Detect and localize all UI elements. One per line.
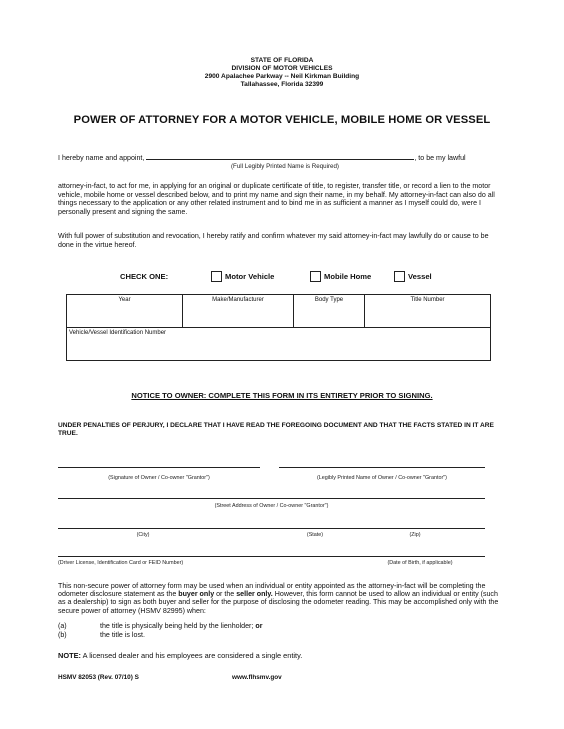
buyer-only: buyer only	[178, 590, 215, 599]
motor-vehicle-checkbox[interactable]	[211, 271, 222, 282]
website: www.flhsmv.gov	[232, 674, 282, 681]
condition-a-text: the title is physically being held by the lienholder;	[100, 622, 256, 630]
street-address-line[interactable]	[58, 498, 485, 499]
appoint-prefix: I hereby name and appoint,	[58, 154, 145, 162]
attorney-name-field[interactable]	[146, 152, 414, 160]
city-state-zip-line[interactable]	[58, 528, 485, 529]
vessel-checkbox[interactable]	[394, 271, 405, 282]
odometer-disclosure	[58, 582, 502, 615]
form-number: HSMV 82053 (Rev. 07/10) S	[58, 674, 139, 681]
year-cell[interactable]: Year	[67, 295, 183, 328]
dob-caption: (Date of Birth, if applicable)	[387, 560, 453, 566]
attorney-name-caption: (Full Legibly Printed Name is Required)	[231, 163, 339, 170]
make-cell[interactable]: Make/Manufacturer	[183, 295, 294, 328]
disclosure-or: or the	[214, 590, 237, 599]
condition-a	[58, 622, 498, 631]
vin-cell[interactable]: Vehicle/Vessel Identification Number	[67, 328, 491, 361]
header-state: STATE OF FLORIDA	[250, 57, 314, 64]
check-one-label: CHECK ONE:	[120, 272, 169, 281]
header-division: DIVISION OF MOTOR VEHICLES	[231, 65, 333, 72]
license-dob-line[interactable]	[58, 556, 485, 557]
disclosure-part2: However, this form cannot be used to allow an individual or entity (such as a dealership) to sign as both buyer and seller for the purpose of disclosing the odometer reading. This may be accomplished only with the secure power of attorney (HSMV 82995) when:	[58, 590, 499, 615]
street-address-caption: (Street Address of Owner / Co-owner "Grantor")	[214, 503, 329, 509]
seller-only: seller only.	[236, 590, 273, 599]
notice-text: NOTICE TO OWNER: COMPLETE THIS FORM IN ITS ENTIRETY PRIOR TO SIGNING.	[131, 391, 433, 400]
disclosure-part1: This non-secure power of attorney form may be used when an individual or entity appointed as the attorney-in-fact will be completing the odometer disclosure statement as the	[58, 582, 486, 599]
printed-name-line[interactable]	[279, 467, 485, 468]
license-caption: (Driver License, Identification Card or FEID Number)	[58, 560, 184, 566]
perjury-statement: UNDER PENALTIES OF PERJURY, I DECLARE THAT I HAVE READ THE FOREGOING DOCUMENT AND THAT THE FACTS STATED IN IT ARE TRUE.	[58, 422, 494, 437]
signature-caption: (Signature of Owner / Co-owner "Grantor")	[108, 475, 210, 481]
vehicle-table	[66, 294, 491, 361]
note-text: A licensed dealer and his employees are considered a single entity.	[81, 651, 303, 660]
mobile-home-label: Mobile Home	[324, 272, 372, 281]
condition-b-text: the title is lost.	[100, 631, 145, 639]
condition-b	[58, 631, 498, 640]
condition-b-marker: (b)	[58, 631, 67, 639]
condition-a-text-wrap	[100, 622, 262, 631]
dealer-note	[58, 652, 498, 661]
header-address: 2900 Apalachee Parkway -- Neil Kirkman Building	[204, 73, 360, 80]
vessel-label: Vessel	[408, 272, 432, 281]
motor-vehicle-label: Motor Vehicle	[225, 272, 275, 281]
body-type-cell[interactable]: Body Type	[294, 295, 365, 328]
appoint-suffix: , to be my lawful	[414, 154, 466, 162]
notice-to-owner	[0, 391, 564, 400]
note-label: NOTE:	[58, 651, 81, 660]
zip-caption: (Zip)	[409, 532, 421, 538]
paragraph-ratify: With full power of substitution and revocation, I hereby ratify and confirm whatever my said attorney-in-fact may lawfully do or cause to be done in the virtue hereof.	[58, 232, 489, 249]
title-number-cell[interactable]: Title Number	[365, 295, 491, 328]
header-city: Tallahassee, Florida 32399	[240, 81, 324, 88]
mobile-home-checkbox[interactable]	[310, 271, 321, 282]
city-caption: (City)	[136, 532, 150, 538]
appoint-line	[58, 152, 508, 163]
paragraph-authority: attorney-in-fact, to act for me, in applying for an original or duplicate certificate of title, to register, transfer title, or record a lien to the motor vehicle, mobile home or vessel described below, and to print my name and sign their name, in my behalf. My attorney-in-fact can also do all things necessary to the application or any other related instrument and to bind me in as sufficient a manner as I myself could do, were I personally present and signing the same.	[58, 182, 495, 216]
condition-a-marker: (a)	[58, 622, 67, 630]
printed-name-caption: (Legibly Printed Name of Owner / Co-owner "Grantor")	[317, 475, 447, 481]
signature-line[interactable]	[58, 467, 260, 468]
state-caption: (State)	[306, 532, 324, 538]
condition-a-or: or	[255, 622, 263, 630]
form-title: POWER OF ATTORNEY FOR A MOTOR VEHICLE, MOBILE HOME OR VESSEL	[73, 114, 491, 126]
